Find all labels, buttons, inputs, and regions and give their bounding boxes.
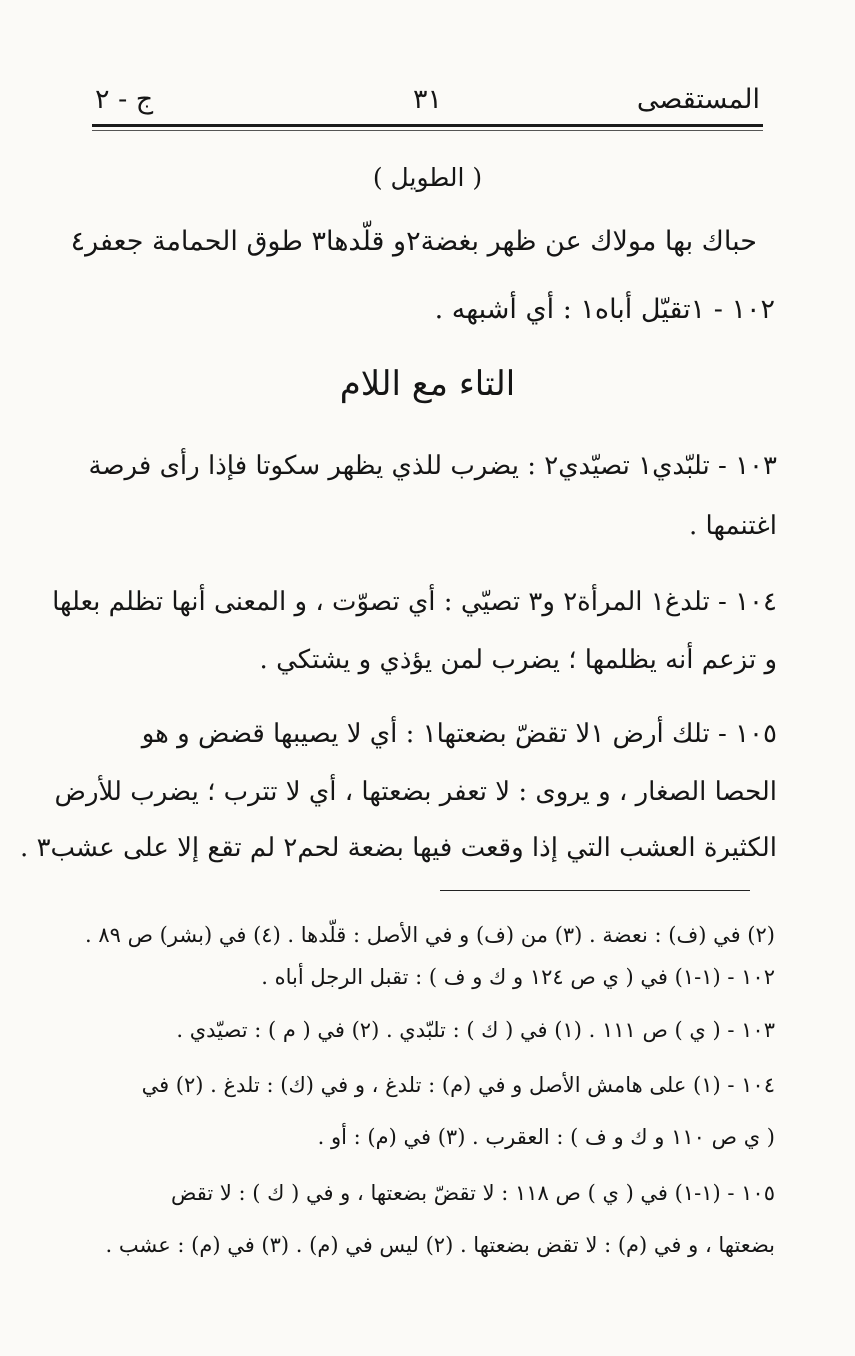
footnote-separator: [440, 890, 750, 891]
footnote-line-3: ١٠٣ - ( ي ) ص ١١١ . (١) في ( ك ) : تلبّدي . (٢) في ( م ) : تصيّدي .: [176, 1018, 775, 1042]
section-heading: التاء مع اللام: [339, 364, 516, 404]
footnote-line-4: ١٠٤ - (١) على هامش الأصل و في (م) : تلدغ ، و في (ك) : تلدغ . (٢) في: [141, 1073, 775, 1097]
verse-first-hemistich: حباك بها مولاك عن ظهر بغضة٢: [406, 226, 757, 257]
volume-label: ج - ٢: [95, 84, 154, 115]
poem-verse: [70, 220, 757, 264]
footnote-line-7: بضعتها ، و في (م) : لا تقض بضعتها . (٢) ليس في (م) . (٣) في (م) : عشب .: [105, 1233, 775, 1257]
footnote-line-6: ١٠٥ - (١-١) في ( ي ) ص ١١٨ : لا تقضّ بضعتها ، و في ( ك ) : لا تقض: [170, 1181, 775, 1205]
header-rule-thin: [92, 130, 763, 131]
footnote-line-2: ١٠٢ - (١-١) في ( ي ص ١٢٤ و ك و ف ) : تقبل الرجل أباه .: [261, 965, 775, 989]
entry-104-line-2: و تزعم أنه يظلمها ؛ يضرب لمن يؤذي و يشتكي .: [259, 645, 777, 675]
running-header: [95, 80, 760, 120]
header-rule-thick: [92, 124, 763, 127]
entry-105-line-3: الكثيرة العشب التي إذا وقعت فيها بضعة لحم٢ لم تقع إلا على عشب٣ .: [20, 833, 777, 863]
book-title: المستقصى: [636, 84, 760, 115]
entry-102: ١٠٢ - ١تقيّل أباه١ : أي أشبهه .: [434, 294, 775, 325]
footnote-line-5: ( ي ص ١١٠ و ك و ف ) : العقرب . (٣) في (م) : أو .: [317, 1125, 775, 1149]
page-number: ٣١: [412, 84, 442, 115]
entry-105-line-1: ١٠٥ - تلك أرض ١لا تقضّ بضعتها١ : أي لا يصيبها قضض و هو: [141, 719, 777, 749]
entry-103-line-2: اغتنمها .: [689, 511, 777, 541]
entry-104-line-1: ١٠٤ - تلدغ١ المرأة٢ و٣ تصيّي : أي تصوّت ، و المعنى أنها تظلم بعلها: [52, 587, 777, 617]
footnote-line-1: (٢) في (ف) : نعضة . (٣) من (ف) و في الأصل : قلّدها . (٤) في (بشر) ص ٨٩ .: [84, 923, 775, 947]
verse-second-hemistich: و قلّدها٣ طوق الحمامة جعفر٤: [70, 226, 407, 257]
poem-meter-label: ( الطويل ): [372, 163, 483, 192]
entry-105-line-2: الحصا الصغار ، و يروى : لا تعفر بضعتها ، أي لا تترب ؛ يضرب للأرض: [54, 777, 777, 807]
entry-103-line-1: ١٠٣ - تلبّدي١ تصيّدي٢ : يضرب للذي يظهر سكوتا فإذا رأى فرصة: [88, 451, 777, 481]
